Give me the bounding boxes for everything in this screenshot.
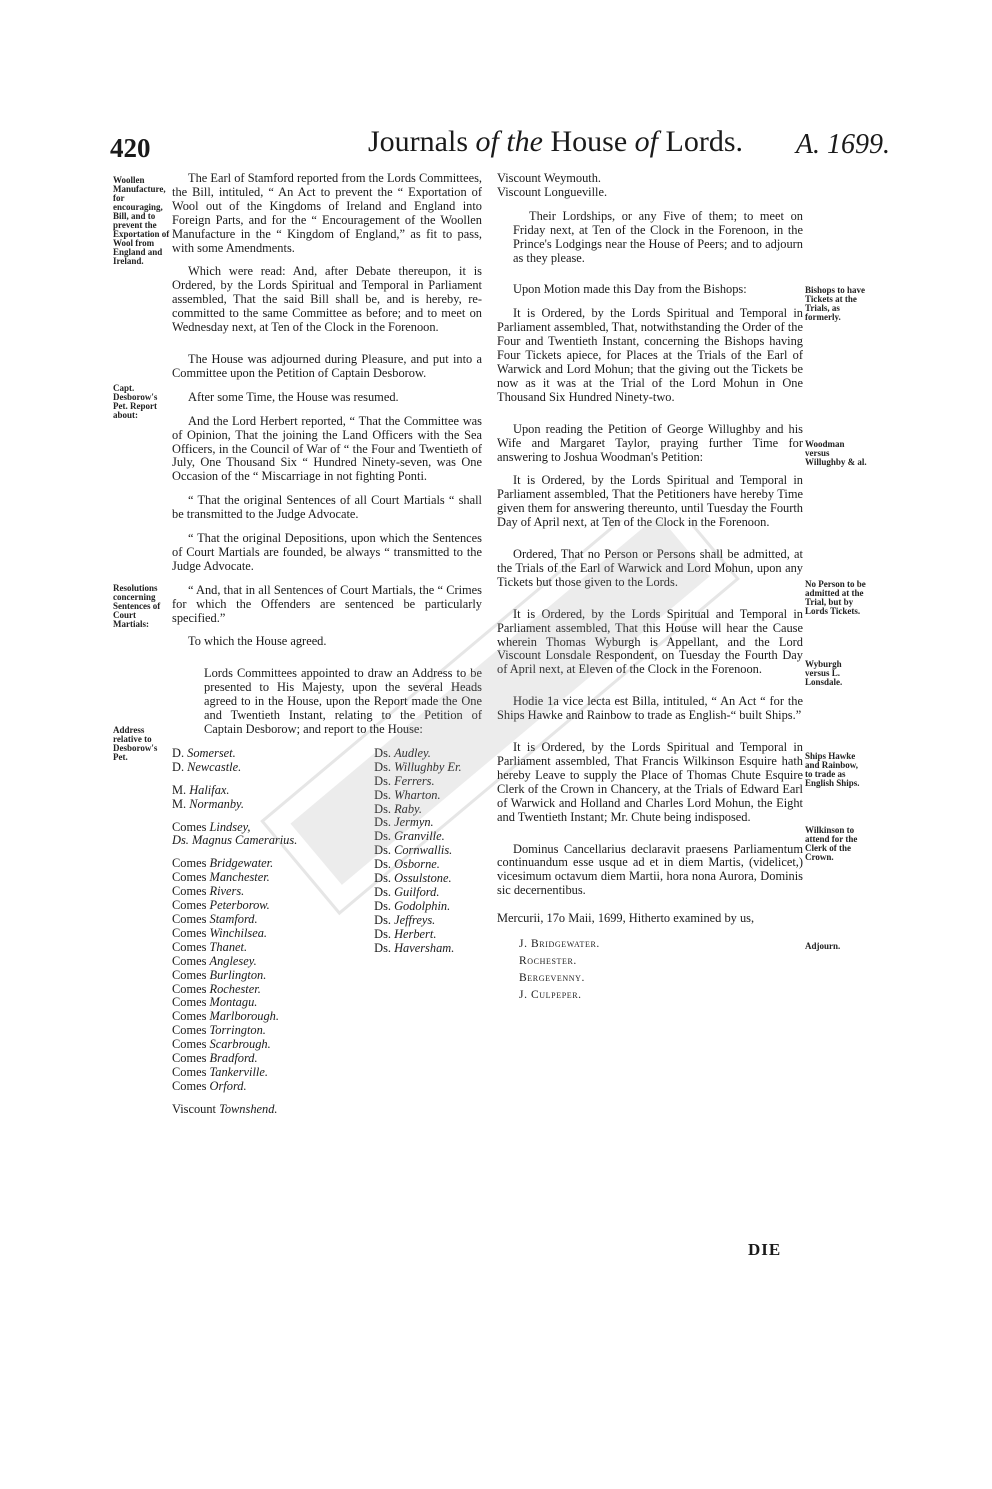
title-word: of the xyxy=(475,125,543,158)
lord-name: Ossulstone. xyxy=(394,871,452,886)
margin-note-court-martials: Resolutions concerning Sentences of Court Martials: xyxy=(113,583,161,629)
title-word: of xyxy=(634,125,658,158)
lord-title: M. xyxy=(172,782,190,797)
lord-name: Montagu. xyxy=(209,995,258,1010)
paragraph-committee-meeting: Their Lordships, or any Five of them; to meet on Friday next, at Ten of the Clock in the Forenoon, in the Prince's Lodgings near the House of Peers; and to adjourn as they please. xyxy=(513,208,803,265)
margin-note-wyburgh: Wyburgh versus L. Lonsdale. xyxy=(805,659,843,687)
lord-name: Haversham. xyxy=(394,940,455,955)
paragraph-desborow-committee: The House was adjourned during Pleasure, and put into a Committee upon the Petition of Captain Desborow. xyxy=(172,351,482,380)
lord-entry xyxy=(374,844,482,858)
lord-title: D. xyxy=(172,759,188,774)
lord-entry xyxy=(374,816,482,830)
lord-entry xyxy=(172,871,368,885)
lord-weymouth: Viscount Weymouth. xyxy=(497,171,602,185)
lord-title: Comes xyxy=(172,819,210,834)
lord-name: Orford. xyxy=(209,1078,247,1093)
lord-title: Comes xyxy=(172,967,210,982)
lord-name: Raby. xyxy=(394,801,422,816)
lord-entry xyxy=(374,830,482,844)
paragraph-wilkinson-leave: It is Ordered, by the Lords Spiritual and Temporal in Parliament assembled, That Francis Wilkinson Esquire hath hereby Leave to supply the Place of Thomas Chute Esquire Clerk of the Crown in Chancery, at the Trials of Edward Earl of Warwick and Holland and Charles Lord Mohun, the Eight and Twentieth Instant; Mr. Chute being indisposed. xyxy=(497,740,803,824)
lord-title: Ds. xyxy=(374,898,395,913)
lord-title: Comes xyxy=(172,995,210,1010)
lord-entry xyxy=(172,885,368,899)
lord-entry xyxy=(374,928,482,942)
lord-name: Willughby Er. xyxy=(394,759,462,774)
lord-title: Comes xyxy=(172,981,210,996)
lord-name: Rivers. xyxy=(209,884,245,899)
lord-entry xyxy=(172,983,368,997)
lord-title: Ds. xyxy=(374,745,395,760)
left-column xyxy=(172,172,482,1117)
lord-entry xyxy=(374,789,482,803)
lord-name: Guilford. xyxy=(394,884,440,899)
lord-name: Bridgewater. xyxy=(209,856,274,871)
paragraph-willughby-petition: Upon reading the Petition of George Willughby and his Wife and Margaret Taylor, praying further Time for answering to Joshua Woodman's Petition: xyxy=(497,421,803,464)
lord-entry xyxy=(374,858,482,872)
paragraph-depositions: “ That the original Depositions, upon which the Sentences of Court Martials are founded, be always “ transmitted to the Judge Advocate. xyxy=(172,531,482,573)
page-number: 420 xyxy=(110,133,151,163)
lords-column-2 xyxy=(374,747,482,1117)
journal-title xyxy=(368,125,743,159)
lord-title: Comes xyxy=(172,898,210,913)
lord-name: Cornwallis. xyxy=(394,843,453,858)
margin-note-bishops-tickets: Bishops to have Tickets at the Trials, as formerly. xyxy=(805,285,866,322)
lord-title: Ds. xyxy=(374,801,395,816)
lord-title: Ds. xyxy=(374,787,395,802)
lord-name: Granville. xyxy=(394,829,445,844)
lord-name: Audley. xyxy=(394,745,431,760)
lord-entry xyxy=(172,784,368,798)
signature-culpeper: J. Culpeper. xyxy=(519,989,582,1002)
margin-note-wilkinson: Wilkinson to attend for the Clerk of the Crown. xyxy=(805,825,858,862)
lords-column-1 xyxy=(172,747,368,1117)
margin-note-address: Address relative to Desborow's Pet. xyxy=(113,725,158,762)
paragraph-address-committee: Lords Committees appointed to draw an Address to be presented to His Majesty, upon the several Heads agreed to in the House, upon the Report made the One and Twentieth Instant, relating to the Petition of Captain Desborow; and report to the House: xyxy=(204,666,482,736)
paragraph-bishops-tickets: It is Ordered, by the Lords Spiritual and Temporal in Parliament assembled, That, notwithstanding the Order of the Four and Twentieth Instant, concerning the Bishops having Four Tickets apiece, for Places at the Trials of the Earl of Warwick and Lord Mohun; that the giving out the Tickets be now as it was at the Trial of the Lord Mohun in One Thousand Six Hundred Ninety-two. xyxy=(497,306,803,404)
lord-title: Comes xyxy=(172,1023,210,1038)
lord-entry xyxy=(172,1066,368,1080)
right-column xyxy=(497,172,803,1004)
lord-name: Rochester. xyxy=(209,981,261,996)
lord-title: Ds. xyxy=(374,940,395,955)
lord-name: Marlborough. xyxy=(209,1009,279,1024)
title-word: Lords. xyxy=(665,125,743,158)
lord-name: Winchilsea. xyxy=(209,925,268,940)
lord-name: Jeffreys. xyxy=(394,912,436,927)
paragraph-house-agreed: To which the House agreed. xyxy=(188,634,327,649)
lord-title: Ds. xyxy=(374,829,395,844)
lord-entry xyxy=(374,872,482,886)
lord-entry xyxy=(172,798,368,812)
paragraph-bill-recommitted: Which were read: And, after Debate thereupon, it is Ordered, by the Lords Spiritual and Temporal in Parliament assembled, That the said Bill shall be, and is hereby, re-committed to the same Committee as before; and to meet on Wednesday next, at Ten of the Clock in the Forenoon. xyxy=(172,264,482,335)
lord-title: Comes xyxy=(172,953,210,968)
lord-entry xyxy=(374,900,482,914)
lord-entry xyxy=(374,775,482,789)
lord-name: Godolphin. xyxy=(394,898,451,913)
paragraph-herbert-report: And the Lord Herbert reported, “ That the Committee was of Opinion, That the joining the Land Officers with the Sea Officers, in the Council of War of “ the Four and Twentieth of July, One Thousand Six “ Hundred Ninety-seven, was One Occasion of the “ Miscarriage in not fighting Ponti. xyxy=(172,413,482,484)
lord-entry xyxy=(172,857,368,871)
lord-entry xyxy=(172,821,368,835)
lord-title: Comes xyxy=(172,911,210,926)
lord-name: Peterborow. xyxy=(209,898,270,913)
lord-entry xyxy=(172,941,368,955)
lord-title: Comes xyxy=(172,1064,210,1079)
lord-entry xyxy=(172,899,368,913)
lord-entry xyxy=(172,761,368,775)
lord-name: Somerset. xyxy=(187,745,236,760)
lord-title: M. xyxy=(172,796,190,811)
lord-title: Comes xyxy=(172,1009,210,1024)
lord-entry xyxy=(172,955,368,969)
signature-bridgewater: J. Bridgewater. xyxy=(519,938,600,951)
lord-name: Wharton. xyxy=(394,787,441,802)
lord-entry xyxy=(172,996,368,1010)
lord-entry xyxy=(172,1038,368,1052)
lord-title: Comes xyxy=(172,1051,210,1066)
paragraph-admission-order: Ordered, That no Person or Persons shall be admitted, at the Trials of the Earl of Warwick and Lord Mohun, upon any Tickets but those given to the Lords. xyxy=(497,547,803,589)
lord-entry xyxy=(172,927,368,941)
lord-title: Comes xyxy=(172,939,210,954)
lord-name: Tankerville. xyxy=(209,1064,268,1079)
lord-entry xyxy=(172,747,368,761)
paragraph-sentences: “ That the original Sentences of all Court Martials “ shall be transmitted to the Judge Advocate. xyxy=(172,493,482,522)
lord-title: Comes xyxy=(172,856,210,871)
lord-title: Ds. xyxy=(374,884,395,899)
lord-entry xyxy=(374,886,482,900)
lord-title: Comes xyxy=(172,1037,210,1052)
lord-title: D. xyxy=(172,745,188,760)
margin-note-desborow-report: Capt. Desborow's Pet. Report about: xyxy=(113,383,158,420)
signature-rochester: Rochester. xyxy=(519,955,577,968)
lord-name: Scarbrough. xyxy=(209,1037,271,1052)
lord-entry xyxy=(172,1010,368,1024)
lord-title: Ds. xyxy=(374,843,395,858)
lord-name: Ferrers. xyxy=(394,773,435,788)
lord-entry xyxy=(172,1080,368,1094)
paragraph-ships-bill: Hodie 1a vice lecta est Billa, intituled, “ An Act “ for the Ships Hawke and Rainbow to trade as English-“ built Ships.” xyxy=(497,694,803,723)
margin-note-ships: Ships Hawke and Rainbow, to trade as English Ships. xyxy=(805,751,860,788)
lord-name: Halifax. xyxy=(189,782,230,797)
lord-entry xyxy=(374,761,482,775)
paragraph-adjournment: Dominus Cancellarius declaravit praesens Parliamentum continuandum esse usque ad et in diem Martis, (videlicet,) vicesimum octavum diem Martii, hora nona Aurora, Dominis sic decernentibus. xyxy=(497,841,803,898)
paragraph-stamford-report: The Earl of Stamford reported from the Lords Committees, the Bill, intituled, “ An Act to prevent the “ Exportation of Wool out of the Kingdoms of Ireland and England into Foreign Parts, and for the “ Encouragement of the Woollen Manufacture in the “ Kingdom of England,” as fit to pass, with some Amendments. xyxy=(172,171,482,255)
margin-note-adjourn: Adjourn. xyxy=(805,941,841,951)
lord-title: Comes xyxy=(172,1078,210,1093)
lord-name: Thanet. xyxy=(209,939,248,954)
page-header xyxy=(110,125,890,165)
lord-entry xyxy=(374,942,482,956)
lord-name: Bradford. xyxy=(209,1051,258,1066)
paragraph-wyburgh-cause: It is Ordered, by the Lords Spiritual and Temporal in Parliament assembled, That this House will hear the Cause wherein Thomas Wyburgh is Appellant, and the Lord Viscount Lonsdale Respondent, on Tuesday the Fourth Day of April next, at Eleven of the Clock in the Forenoon. xyxy=(497,606,803,677)
lord-name: Torrington. xyxy=(209,1023,266,1038)
lord-title: Ds. xyxy=(374,759,395,774)
signature-bergevenny: Bergevenny. xyxy=(519,972,586,985)
lord-entry xyxy=(172,1052,368,1066)
lord-name: Ds. Magnus Camerarius. xyxy=(172,833,298,848)
lord-entry xyxy=(172,1024,368,1038)
lord-name: Townshend. xyxy=(219,1101,278,1116)
lord-entry xyxy=(172,913,368,927)
lord-name: Burlington. xyxy=(209,967,267,982)
lord-entry xyxy=(172,969,368,983)
paragraph-time-given: It is Ordered, by the Lords Spiritual and Temporal in Parliament assembled, That the Petitioners have hereby Time given them for answering thereunto, until Tuesday the Fourth Day of April next, at Ten of the Clock in the Forenoon. xyxy=(497,473,803,530)
lord-title: Ds. xyxy=(374,857,395,872)
title-word: Journals xyxy=(368,125,468,158)
catchword: DIE xyxy=(748,1240,782,1259)
lord-title: Ds. xyxy=(374,912,395,927)
lord-title: Ds. xyxy=(374,815,395,830)
lord-title: Ds. xyxy=(374,926,395,941)
lord-entry xyxy=(374,803,482,817)
margin-note-woodman: Woodman versus Willughby & al. xyxy=(805,439,867,467)
paragraph-examined: Mercurii, 17o Maii, 1699, Hitherto examined by us, xyxy=(497,911,755,926)
signatures xyxy=(519,936,803,1004)
margin-note-woollen: Woollen Manufacture, for encouraging, Bill, and to prevent the Exportation of Wool from England and Ireland. xyxy=(113,175,170,266)
lord-title: Viscount xyxy=(172,1101,220,1116)
lord-entry xyxy=(374,914,482,928)
lord-title: Ds. xyxy=(374,773,395,788)
lord-entry xyxy=(172,1103,368,1117)
lord-name: Manchester. xyxy=(209,870,270,885)
paragraph-house-resumed: After some Time, the House was resumed. xyxy=(188,389,399,404)
paragraph-crimes-specified: “ And, that in all Sentences of Court Martials, the “ Crimes for which the Offenders are sentenced be particularly specified.” xyxy=(172,582,482,625)
lord-name: Stamford. xyxy=(209,911,258,926)
lord-title: Comes xyxy=(172,870,210,885)
lord-name: Anglesey. xyxy=(209,953,257,968)
lord-name: Osborne. xyxy=(394,857,440,872)
lord-name: Newcastle. xyxy=(187,759,242,774)
lord-entry xyxy=(172,834,368,848)
lord-title: Ds. xyxy=(374,871,395,886)
lord-name: Normanby. xyxy=(189,796,244,811)
paragraph-bishops-motion: Upon Motion made this Day from the Bishops: xyxy=(513,282,747,297)
lord-title: Comes xyxy=(172,925,210,940)
title-word: House xyxy=(550,125,628,158)
lord-longueville: Viscount Longueville. xyxy=(497,184,608,199)
lord-title: Comes xyxy=(172,884,210,899)
page-year: A. 1699. xyxy=(795,129,890,160)
lord-name: Lindsey, xyxy=(209,819,251,834)
committee-lords-list xyxy=(172,747,482,1117)
margin-note-no-person: No Person to be admitted at the Trial, but by Lords Tickets. xyxy=(805,579,866,616)
lord-entry xyxy=(374,747,482,761)
lord-name: Herbert. xyxy=(394,926,437,941)
lord-name: Jermyn. xyxy=(394,815,434,830)
